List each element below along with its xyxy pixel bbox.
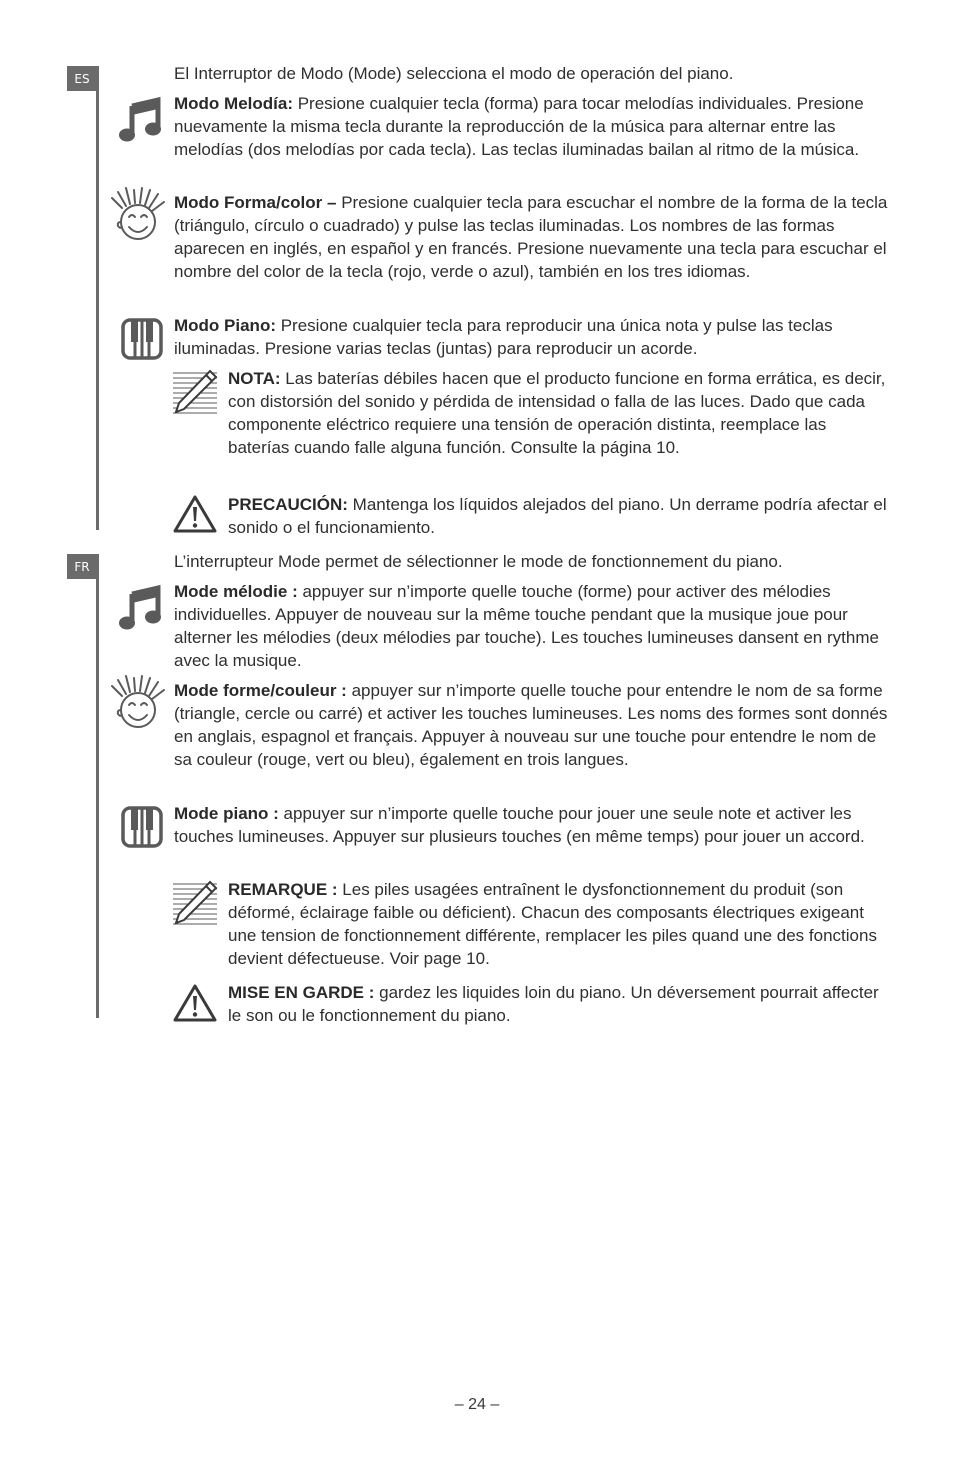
piano-keys-icon: [121, 318, 163, 360]
pencil-note-icon: [172, 880, 218, 926]
mode-piano-es-text: Presione cualquier tecla para reproducir una única nota y pulse las teclas iluminadas. Presione varias teclas (juntas) para reproducir un acorde.: [174, 316, 833, 358]
section-bar-fr: [96, 554, 99, 1018]
mode-melody-fr: [174, 580, 888, 672]
page-number: – 24 –: [454, 1396, 500, 1413]
caution-es: [228, 493, 888, 539]
language-tab-fr: FR: [67, 554, 97, 579]
caution-fr-text: gardez les liquides loin du piano. Un déversement pourrait affecter le son ou le fonctionnement du piano.: [228, 983, 879, 1025]
music-note-icon: [118, 584, 162, 632]
intro-fr: L’interrupteur Mode permet de sélectionner le mode de fonctionnement du piano.: [174, 552, 783, 571]
language-tab-es: ES: [67, 66, 97, 91]
caution-fr-title: MISE EN GARDE :: [228, 983, 375, 1002]
smiling-face-icon: [108, 186, 168, 244]
smiling-face-icon: [108, 674, 168, 732]
note-es-text: Las baterías débiles hacen que el producto funcione en forma errática, es decir, con distorsión del sonido y pérdida de intensidad o falla de las luces. Dado que cada componente eléctrico requiere una tensión de operación distinta, reemplace las baterías cuando falle alguna función. Consulte la página 10.: [228, 369, 886, 457]
note-es: [228, 367, 888, 459]
mode-piano-fr-title: Mode piano :: [174, 804, 279, 823]
mode-piano-es-title: Modo Piano:: [174, 316, 276, 335]
mode-melody-fr-title: Mode mélodie :: [174, 582, 298, 601]
caution-es-title: PRECAUCIÓN:: [228, 495, 348, 514]
mode-shape-fr-title: Mode forme/couleur :: [174, 681, 347, 700]
music-note-icon: [118, 96, 162, 144]
mode-melody-es: [174, 92, 888, 161]
piano-keys-icon: [121, 806, 163, 848]
mode-shape-es: [174, 191, 888, 283]
pencil-note-icon: [172, 369, 218, 415]
mode-piano-fr-text: appuyer sur n’importe quelle touche pour jouer une seule note et activer les touches lumineuses. Appuyer sur plusieurs touches (en même temps) pour jouer un accord.: [174, 804, 865, 846]
caution-fr: [228, 981, 888, 1027]
note-fr-title: REMARQUE :: [228, 880, 338, 899]
section-bar-es: [96, 66, 99, 530]
mode-melody-es-text: Presione cualquier tecla (forma) para tocar melodías individuales. Presione nuevamente la misma tecla durante la reproducción de la música para alternar entre las melodías (dos melodías por cada tecla). Las teclas iluminadas bailan al ritmo de la música.: [174, 94, 864, 159]
caution-es-text: Mantenga los líquidos alejados del piano. Un derrame podría afectar el sonido o el funcionamiento.: [228, 495, 887, 537]
note-fr: [228, 878, 888, 970]
mode-shape-fr: [174, 679, 888, 771]
note-es-title: NOTA:: [228, 369, 281, 388]
warning-icon: [172, 983, 218, 1023]
mode-shape-es-title: Modo Forma/color –: [174, 193, 337, 212]
mode-shape-es-text: Presione cualquier tecla para escuchar el nombre de la forma de la tecla (triángulo, círculo o cuadrado) y pulse las teclas iluminadas. Los nombres de las formas aparecen en inglés, en español y en francés. Presione nuevamente una tecla para escuchar el nombre del color de la tecla (rojo, verde o azul), también en los tres idiomas.: [174, 193, 888, 281]
mode-shape-fr-text: appuyer sur n’importe quelle touche pour entendre le nom de sa forme (triangle, cercle ou carré) et activer les touches lumineuses. Les noms des formes sont donnés en anglais, espagnol et français. Appuyer à nouveau sur une touche pour entendre le nom de sa couleur (rouge, vert ou bleu), également en trois langues.: [174, 681, 888, 769]
mode-melody-fr-text: appuyer sur n’importe quelle touche (forme) pour activer des mélodies individuelles. Appuyer de nouveau sur la même touche pendant que la musique joue pour alterner les mélodies (deux mélodies par touche). Les touches lumineuses dansent en rythme avec la musique.: [174, 582, 879, 670]
mode-piano-es: [174, 314, 888, 360]
note-fr-text: Les piles usagées entraînent le dysfonctionnement du produit (son déformé, éclairage faible ou déficient). Chacun des composants électriques exigeant une tension de fonctionnement différente, remplacer les piles quand une des fonctions devient défectueuse. Voir page 10.: [228, 880, 877, 968]
intro-es: El Interruptor de Modo (Mode) selecciona el modo de operación del piano.: [174, 64, 734, 83]
mode-melody-es-title: Modo Melodía:: [174, 94, 293, 113]
warning-icon: [172, 494, 218, 534]
mode-piano-fr: [174, 802, 888, 848]
